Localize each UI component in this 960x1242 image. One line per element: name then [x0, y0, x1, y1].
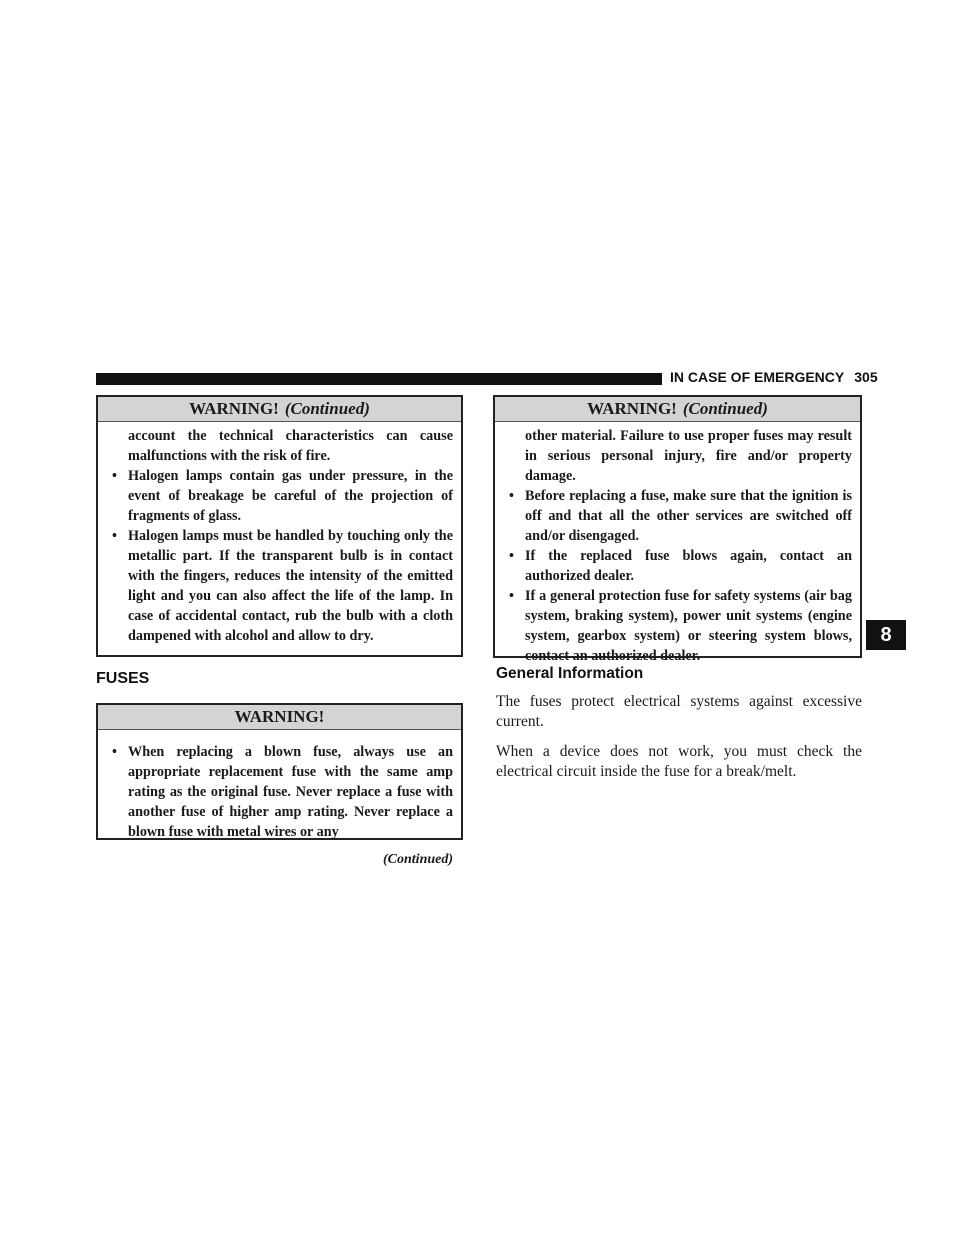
right-warning-title: WARNING! — [587, 399, 677, 418]
fuses-heading: FUSES — [96, 670, 150, 687]
chapter-tab: 8 — [866, 620, 906, 650]
right-warning-bullet: • Before replacing a fuse, make sure that the ignition is off and that all the other services are switched off and/or disengaged. — [503, 486, 852, 546]
fuses-warning-title: WARNING! — [234, 707, 325, 726]
left-warning-box — [96, 395, 463, 657]
right-warning-box — [493, 395, 862, 664]
right-warning-header — [495, 397, 860, 422]
fuses-warning-bullet: • When replacing a blown fuse, always use an appropriate replacement fuse with the same amp rating as the original fuse. Never replace a fuse with another fuse of higher amp rating. Never replace a blown fuse with metal wires or any — [106, 742, 453, 842]
fuses-warning-box — [96, 703, 463, 840]
right-warning-body — [495, 422, 860, 672]
page-number: 305 — [854, 369, 878, 385]
general-info-body — [496, 692, 862, 782]
general-info-heading: General Information — [496, 665, 644, 682]
header-section-title: IN CASE OF EMERGENCY — [670, 369, 845, 385]
general-info-paragraph: When a device does not work, you must check the electrical circuit inside the fuse for a break/melt. — [496, 743, 862, 780]
right-warning-bullet: • If a general protection fuse for safety systems (air bag system, braking system), power unit systems (engine system, gearbox system) or steering system blows, contact an authorized dealer. — [503, 586, 852, 666]
continued-footer: (Continued) — [383, 852, 454, 867]
left-warning-continuation: account the technical characteristics can cause malfunctions with the risk of fire. — [128, 428, 453, 464]
left-warning-header — [98, 397, 461, 422]
left-warning-body — [98, 422, 461, 652]
fuses-warning-body — [98, 730, 461, 848]
right-warning-continued: (Continued) — [682, 399, 768, 418]
left-warning-bullet: • Halogen lamps contain gas under pressure, in the event of breakage be careful of the projection of fragments of glass. — [106, 466, 453, 526]
left-warning-title: WARNING! — [189, 399, 279, 418]
right-warning-continuation: other material. Failure to use proper fuses may result in serious personal injury, fire and/or property damage. — [525, 428, 852, 484]
left-warning-continued: (Continued) — [284, 399, 370, 418]
right-warning-bullet: • If the replaced fuse blows again, contact an authorized dealer. — [503, 546, 852, 586]
fuses-warning-header — [98, 705, 461, 730]
general-info-paragraph: The fuses protect electrical systems against excessive current. — [496, 693, 862, 730]
left-warning-bullet: • Halogen lamps must be handled by touching only the metallic part. If the transparent bulb is in contact with the fingers, reduces the intensity of the emitted light and you can also affect the life of the lamp. In case of accidental contact, rub the bulb with a cloth dampened with alcohol and allow to dry. — [106, 526, 453, 646]
header-rule — [96, 373, 662, 385]
running-header — [670, 369, 878, 385]
